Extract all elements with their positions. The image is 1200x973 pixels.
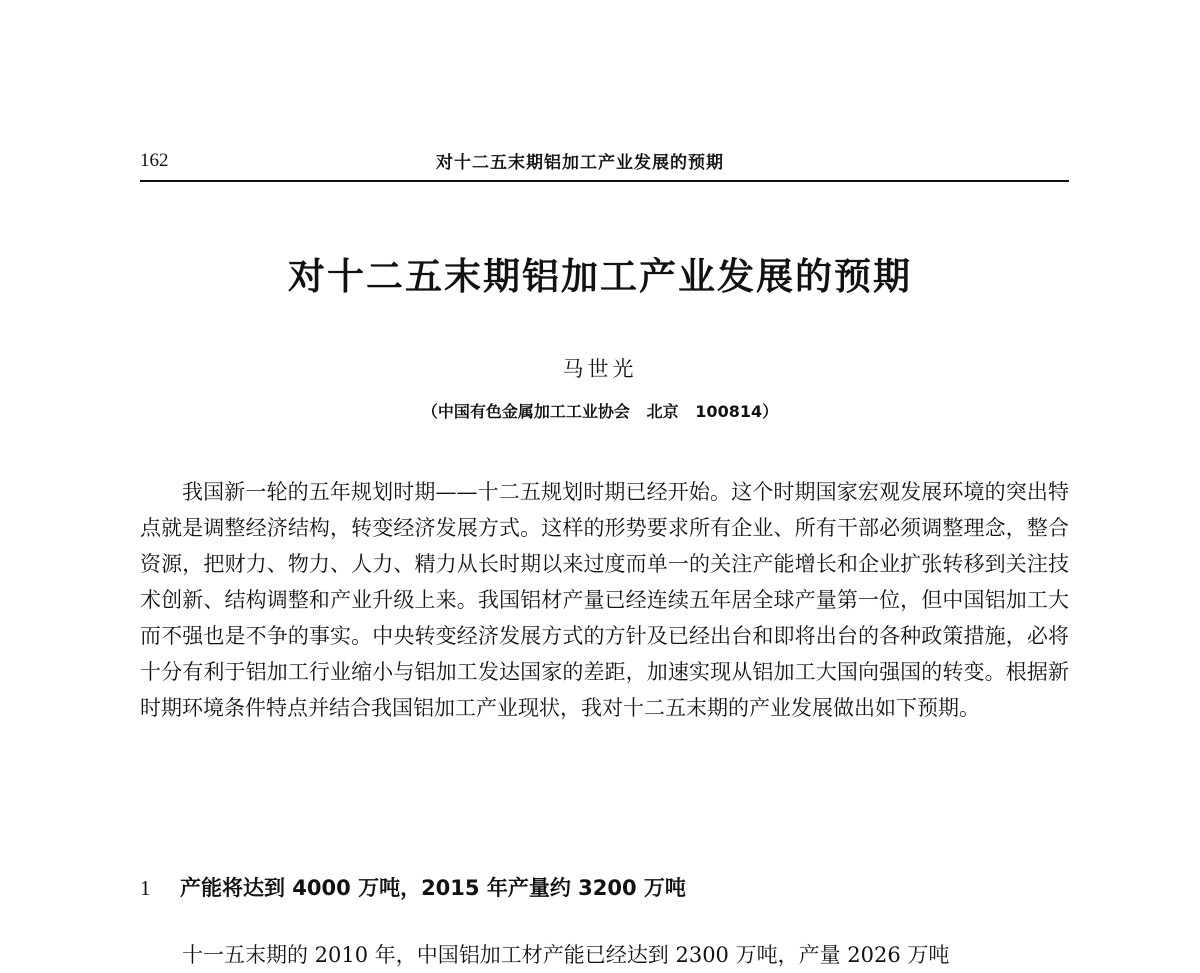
page-number: 162 bbox=[140, 150, 169, 171]
section-number: 1 bbox=[140, 876, 151, 900]
header-rule bbox=[140, 180, 1069, 182]
running-title: 对十二五末期铝加工产业发展的预期 bbox=[436, 153, 724, 173]
section-1-partial-text: 十一五末期的 2010 年，中国铝加工材产能已经达到 2300 万吨，产量 2026 万吨 bbox=[182, 943, 950, 967]
author-name: 马世光 bbox=[562, 357, 638, 381]
intro-paragraph: 我国新一轮的五年规划时期——十二五规划时期已经开始。这个时期国家宏观发展环境的突出特点就是调整经济结构，转变经济发展方式。这样的形势要求所有企业、所有干部必须调整理念，整合资源，把财力、物力、人力、精力从长时期以来过度而单一的关注产能增长和企业扩张转移到关注技术创新、结构调整和产业升级上来。我国铝材产量已经连续五年居全球产量第一位，但中国铝加工大而不强也是不争的事实。中央转变经济发展方式的方针及已经出台和即将出台的各种政策措施，必将十分有利于铝加工行业缩小与铝加工发达国家的差距，加速实现从铝加工大国向强国的转变。根据新时期环境条件特点并结合我国铝加工产业现状，我对十二五末期的产业发展做出如下预期。 bbox=[140, 480, 1069, 720]
article-title: 对十二五末期铝加工产业发展的预期 bbox=[288, 254, 912, 298]
running-header bbox=[140, 148, 1069, 176]
section-heading-text: 产能将达到 4000 万吨，2015 年产量约 3200 万吨 bbox=[180, 876, 686, 900]
section-heading-1 bbox=[140, 872, 1069, 902]
author-affiliation: （中国有色金属加工工业协会 北京 100814） bbox=[421, 402, 779, 421]
